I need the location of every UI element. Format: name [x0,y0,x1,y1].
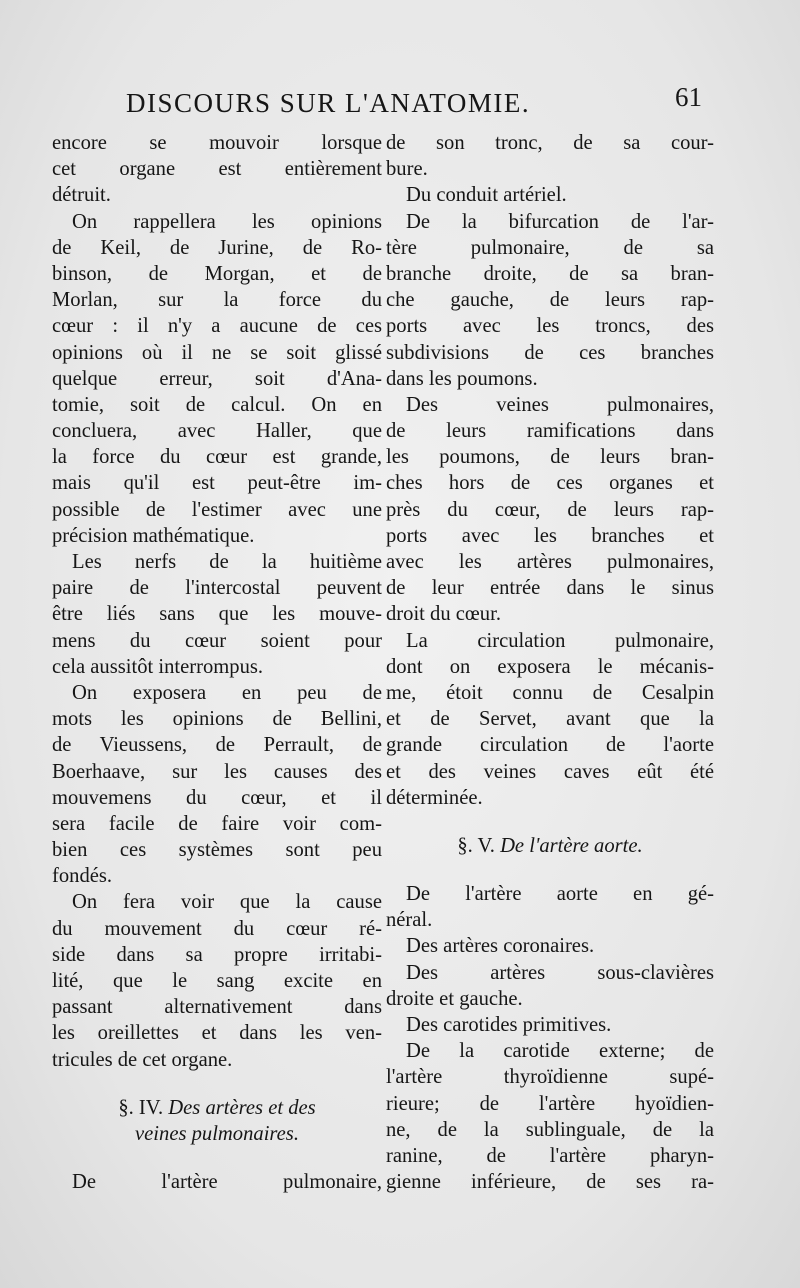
text-line: mouvemens du cœur, et il [52,786,382,809]
text-line: cela aussitôt interrompus. [52,655,264,678]
text-line: l'artère thyroïdienne supé- [386,1066,714,1089]
text-line: concluera, avec Haller, que [52,420,382,443]
text-line: paire de l'intercostal peuvent [52,577,382,600]
text-line: quelque erreur, soit d'Ana- [52,367,382,390]
right-column [386,130,714,1195]
text-line: De l'artère aorte en gé- [406,883,714,906]
text-line: cet organe est entièrement [52,158,382,181]
text-line: fondés. [52,865,113,888]
text-line: tère pulmonaire, de sa [386,236,714,259]
text-line: mais qu'il est peut-être im- [52,472,382,495]
text-line: Morlan, sur la force du [52,289,382,312]
text-line: mens du cœur soient pour [52,629,382,652]
text-line: possible de l'estimer avec une [52,498,382,521]
section-title: Des artères et des [168,1096,316,1119]
text-line: de Vieussens, de Perrault, de [52,734,382,757]
section-number: §. V. [457,834,495,857]
text-line: On rappellera les opinions [72,210,382,233]
text-line: Des carotides primitives. [406,1014,612,1036]
text-line: dont on exposera le mécanis- [386,655,714,678]
text-line: de leurs ramifications dans [386,420,714,443]
text-line: la force du cœur est grande, [52,446,382,469]
text-line: ports avec les troncs, des [386,315,714,338]
section-title: veines pulmonaires. [135,1122,299,1145]
running-title: DISCOURS SUR L'ANATOMIE. [126,88,531,118]
text-line: branche droite, de sa bran- [386,262,714,285]
text-line: Des veines pulmonaires, [406,393,714,416]
text-line: les oreillettes et dans les ven- [52,1022,382,1045]
spacer [386,859,714,881]
text-line: On fera voir que la cause [72,891,382,914]
text-line: du mouvement du cœur ré- [52,917,382,940]
text-line: mots les opinions de Bellini, [52,708,382,731]
text-line: bure. [386,158,428,181]
text-line: ches hors de ces organes et [386,472,714,495]
text-line: dans les poumons. [386,367,538,390]
text-line: déterminée. [386,786,483,809]
section-heading-v [386,833,714,859]
text-line: ranine, de l'artère pharyn- [386,1144,714,1167]
text-line: gienne inférieure, de ses ra- [386,1171,714,1194]
text-line: rieure; de l'artère hyoïdien- [386,1092,714,1115]
text-line: de Keil, de Jurine, de Ro- [52,236,382,259]
text-line: bien ces systèmes sont peu [52,839,382,862]
text-line: Des artères sous-clavières [406,961,714,984]
text-line: tomie, soit de calcul. On en [52,393,382,416]
text-line: cœur : il n'y a aucune de ces [52,315,382,338]
text-line: De la bifurcation de l'ar- [406,210,714,233]
text-line: détruit. [52,184,111,207]
section-heading-iv [52,1095,382,1121]
text-line: de son tronc, de sa cour- [386,132,714,154]
text-line: grande circulation de l'aorte [386,734,714,757]
text-line: de leur entrée dans le sinus [386,577,714,600]
text-line: Du conduit artériel. [406,184,567,207]
text-line: les poumons, de leurs bran- [386,446,714,469]
text-line: subdivisions de ces branches [386,341,714,364]
text-line: et de Servet, avant que la [386,708,714,731]
spacer [52,1147,382,1169]
spacer [52,1073,382,1095]
text-line: binson, de Morgan, et de [52,262,382,285]
text-line: sera facile de faire voir com- [52,812,382,835]
text-line: che gauche, de leurs rap- [386,289,714,312]
section-number: §. IV. [118,1096,164,1119]
text-line: ne, de la sublinguale, de la [386,1118,714,1141]
text-line: Les nerfs de la huitième [72,551,382,573]
text-line: me, étoit connu de Cesalpin [386,681,714,704]
text-line: néral. [386,909,433,932]
text-line: On exposera en peu de [72,681,382,704]
spacer [386,811,714,833]
left-column [52,130,382,1195]
text-line: être liés sans que les mouve- [52,603,382,626]
section-title: De l'artère aorte. [500,834,643,857]
text-line: La circulation pulmonaire, [406,629,714,652]
text-line: side dans sa propre irritabi- [52,943,382,966]
text-line: passant alternativement dans [52,996,382,1019]
page-header [112,80,702,124]
text-line: précision mathématique. [52,524,255,547]
text-line: et des veines caves eût été [386,760,714,783]
text-line: lité, que le sang excite en [52,970,382,992]
page-number: 61 [675,82,702,112]
text-line: De la carotide externe; de [406,1040,714,1063]
text-line: Boerhaave, sur les causes des [52,760,382,783]
text-line: Des artères coronaires. [406,935,595,958]
text-line: De l'artère pulmonaire, [72,1171,382,1194]
section-heading-iv-cont [52,1121,382,1147]
text-line: droit du cœur. [386,603,501,626]
text-line: avec les artères pulmonaires, [386,551,714,573]
text-line: encore se mouvoir lorsque [52,132,382,154]
text-line: près du cœur, de leurs rap- [386,498,714,521]
text-line: tricules de cet organe. [52,1048,233,1071]
text-line: ports avec les branches et [386,524,714,547]
text-line: droite et gauche. [386,987,523,1010]
text-line: opinions où il ne se soit glissé [52,341,382,364]
